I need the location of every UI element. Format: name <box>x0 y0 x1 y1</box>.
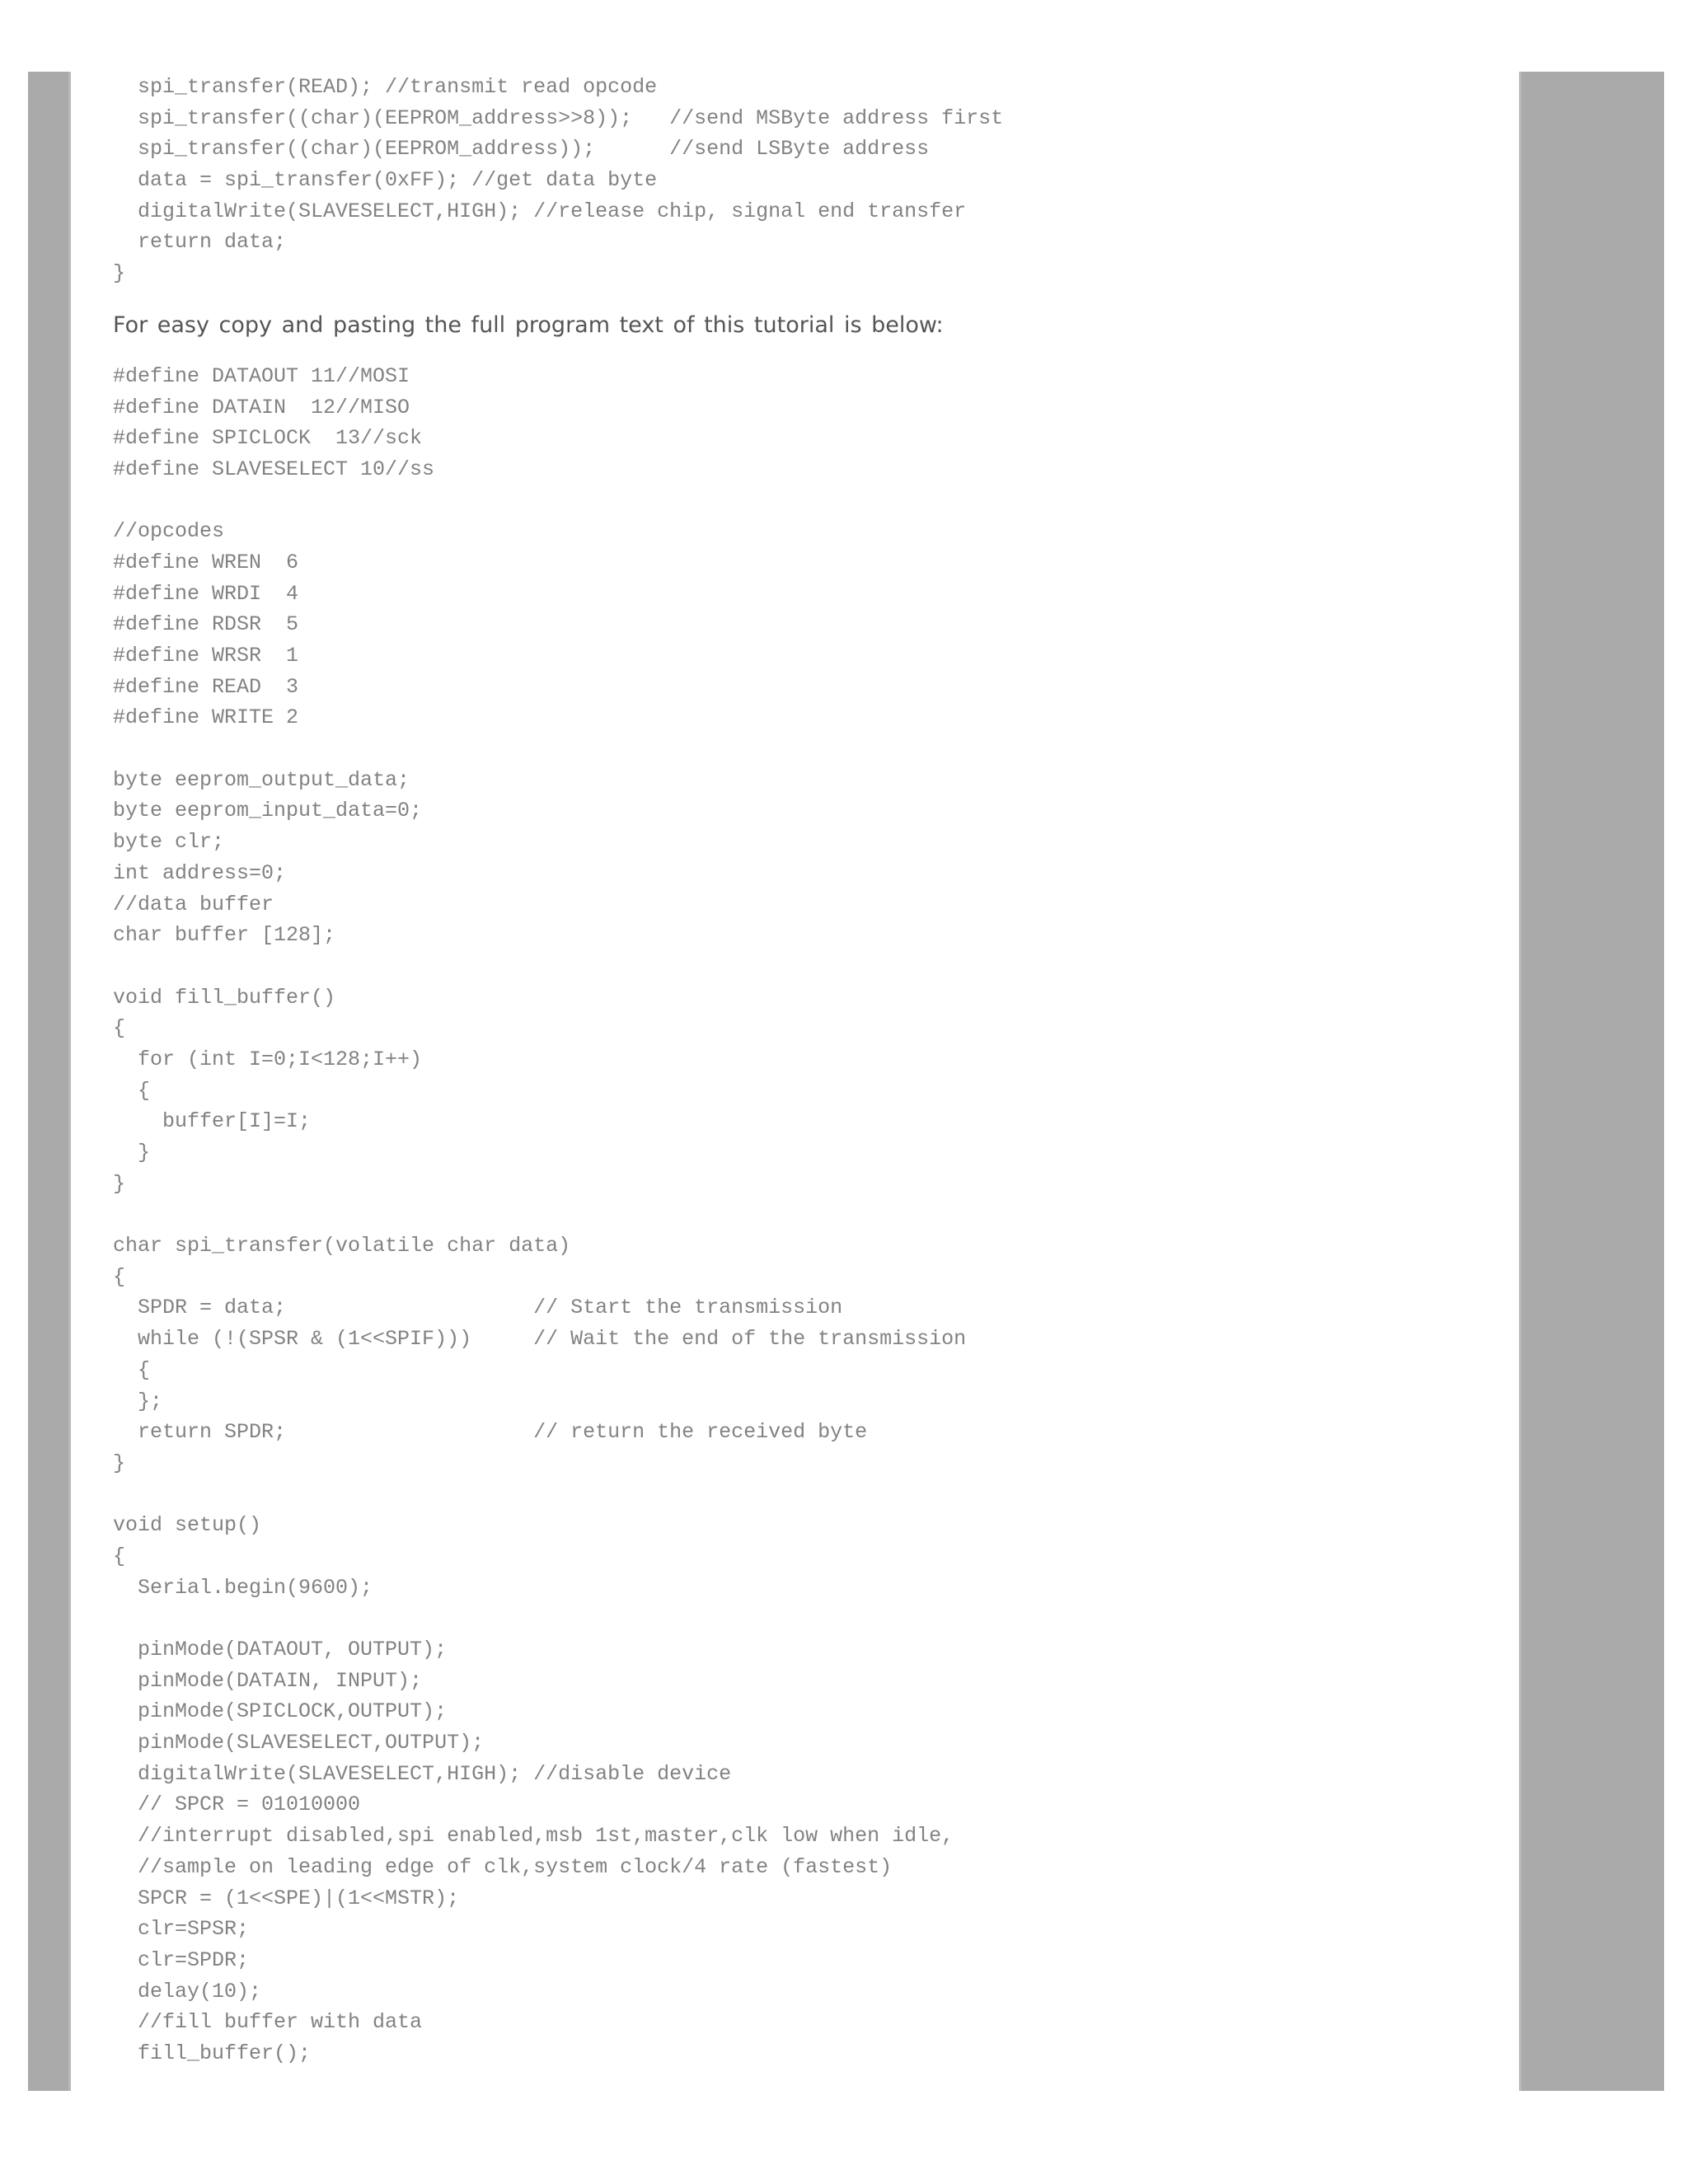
code-line: #define WRSR 1 <box>113 644 299 668</box>
code-line: Serial.begin(9600); <box>113 1575 373 1600</box>
code-line: } <box>113 1451 126 1475</box>
code-line: return data; <box>113 230 287 255</box>
left-margin-bar <box>28 72 71 2091</box>
code-line: char spi_transfer(volatile char data) <box>113 1234 571 1258</box>
code-line: digitalWrite(SLAVESELECT,HIGH); //disable device <box>113 1761 732 1786</box>
left-margin-edge <box>68 72 71 2091</box>
code-line: spi_transfer(READ); //transmit read opcode <box>113 75 658 99</box>
code-line: #define RDSR 5 <box>113 612 299 637</box>
code-line: } <box>113 261 126 286</box>
code-line: data = spi_transfer(0xFF); //get data byte <box>113 168 658 193</box>
code-line <box>113 733 1498 765</box>
code-line: //sample on leading edge of clk,system clock/4 rate (fastest) <box>113 1854 893 1879</box>
code-line: #define SLAVESELECT 10//ss <box>113 457 435 481</box>
code-line: { <box>113 1078 151 1103</box>
code-line: clr=SPDR; <box>113 1947 250 1972</box>
code-line: clr=SPSR; <box>113 1917 250 1942</box>
code-line: char buffer [128]; <box>113 923 336 948</box>
code-line: fill_buffer(); <box>113 2041 312 2065</box>
code-line: #define WRITE 2 <box>113 705 299 730</box>
code-line: } <box>113 1171 126 1196</box>
code-line: #define WREN 6 <box>113 550 299 574</box>
code-line <box>113 1199 1498 1230</box>
code-line: pinMode(SLAVESELECT,OUTPUT); <box>113 1731 485 1755</box>
code-line: #define DATAOUT 11//MOSI <box>113 363 410 388</box>
code-line: buffer[I]=I; <box>113 1109 312 1134</box>
right-margin-edge <box>1519 72 1522 2091</box>
code-line: digitalWrite(SLAVESELECT,HIGH); //release chip, signal end transfer <box>113 199 967 223</box>
code-line: byte eeprom_input_data=0; <box>113 799 423 823</box>
code-line: pinMode(DATAIN, INPUT); <box>113 1668 423 1693</box>
code-line: { <box>113 1357 151 1382</box>
code-block-full-program <box>113 361 1498 2069</box>
code-line: pinMode(SPICLOCK,OUTPUT); <box>113 1699 448 1724</box>
page-content <box>113 72 1498 2069</box>
code-line: //data buffer <box>113 892 274 916</box>
code-line: pinMode(DATAOUT, OUTPUT); <box>113 1638 448 1661</box>
code-line: while (!(SPSR & (1<<SPIF))) // Wait the end of the transmission <box>113 1327 967 1352</box>
code-line: }; <box>113 1389 163 1413</box>
code-block-snippet <box>113 72 1498 289</box>
code-line: { <box>113 1016 126 1041</box>
code-line: byte clr; <box>113 830 225 855</box>
right-margin-bar <box>1519 72 1664 2091</box>
code-line: //opcodes <box>113 519 225 544</box>
code-line: SPCR = (1<<SPE)|(1<<MSTR); <box>113 1886 460 1910</box>
code-line: void setup() <box>113 1513 262 1538</box>
code-line: byte eeprom_output_data; <box>113 767 410 792</box>
code-line: { <box>113 1264 126 1289</box>
code-line: spi_transfer((char)(EEPROM_address>>8)); //send MSByte address first <box>113 105 1004 130</box>
code-line: #define DATAIN 12//MISO <box>113 395 410 419</box>
code-line <box>113 951 1498 982</box>
code-line: for (int I=0;I<128;I++) <box>113 1047 423 1071</box>
code-line: SPDR = data; // Start the transmission <box>113 1296 843 1320</box>
code-line: #define READ 3 <box>113 674 299 699</box>
code-line: return SPDR; // return the received byte <box>113 1420 868 1445</box>
code-line: { <box>113 1544 126 1568</box>
intro-paragraph: For easy copy and pasting the full program text of this tutorial is below: <box>113 312 944 338</box>
code-line: delay(10); <box>113 1979 262 2004</box>
code-line: void fill_buffer() <box>113 985 336 1010</box>
code-line: //interrupt disabled,spi enabled,msb 1st,master,clk low when idle, <box>113 1824 954 1849</box>
code-line: } <box>113 1141 151 1165</box>
code-line: #define SPICLOCK 13//sck <box>113 426 423 451</box>
code-line: // SPCR = 01010000 <box>113 1793 361 1817</box>
code-line: #define WRDI 4 <box>113 581 299 606</box>
code-line <box>113 485 1498 517</box>
code-line <box>113 1479 1498 1511</box>
code-line: int address=0; <box>113 860 287 885</box>
code-line: spi_transfer((char)(EEPROM_address)); //send LSByte address <box>113 137 930 162</box>
code-line: //fill buffer with data <box>113 2010 423 2035</box>
code-line <box>113 1603 1498 1634</box>
